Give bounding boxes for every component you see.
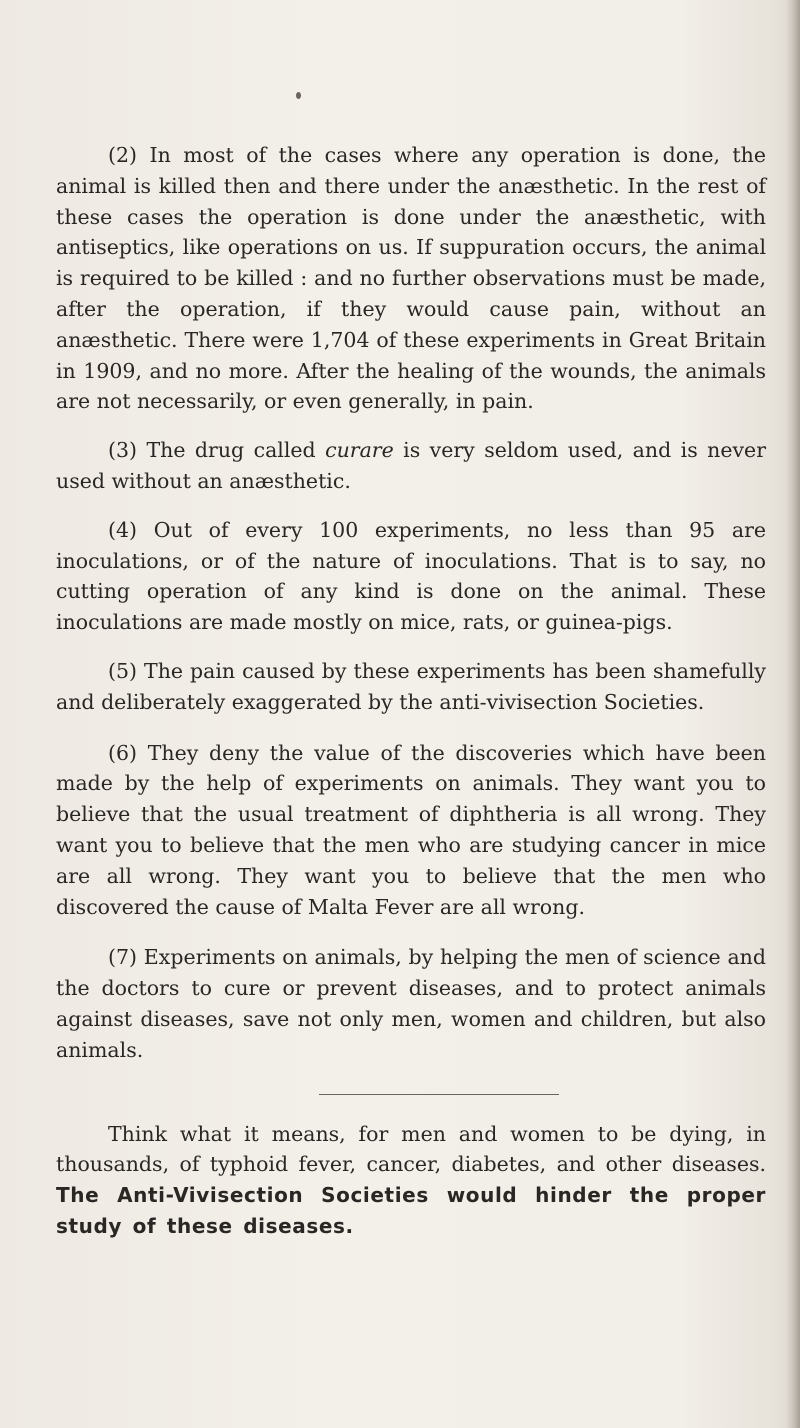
document-body xyxy=(56,140,766,1242)
page-edge-shadow xyxy=(786,0,800,1428)
paragraph-3-end: is very seldom used, and is never used without an anæsthetic. xyxy=(56,438,766,493)
paragraph-7: (7) Experiments on animals, by helping the men of science and the doctors to cure or prevent diseases, and to protect animals against diseases, save not only men, women and children, but also animals. xyxy=(56,945,766,1062)
paragraph-5: (5) The pain caused by these experiments has been shamefully and deliberately exaggerated by the anti-vivisection Societies. xyxy=(56,658,766,714)
paragraph-3 xyxy=(56,435,766,497)
paragraph-3-italic: curare xyxy=(325,438,394,463)
paragraph-3-start: (3) The drug called xyxy=(108,438,326,463)
closing-paragraph xyxy=(56,1119,766,1242)
paragraph-6: (6) They deny the value of the discoveries which have been made by the help of experiments on animals. They want you to believe that the usual treatment of diphtheria is all wrong. They want you to believe that the men who are studying cancer in mice are all wrong. They want you to believe that the men who discovered the cause of Malta Fever are all wrong. xyxy=(56,740,766,919)
ink-speck xyxy=(296,92,301,99)
paragraph-4: (4) Out of every 100 experiments, no less than 95 are inoculations, or of the nature of inoculations. That is to say, no cutting operation of any kind is done on the animal. These inoculations are made mostly on mice, rats, or guinea-pigs. xyxy=(56,517,766,635)
paragraph-2: (2) In most of the cases where any operation is done, the animal is killed then and there under the anæsthetic. In the rest of these cases the operation is done under the anæsthetic, with antiseptics, like operations on us. If suppuration occurs, the animal is required to be killed : and no further observations must be made, after the operation, if they would cause pain, without an anæsthetic. There were 1,704 of these experiments in Great Britain in 1909, and no more. After the healing of the wounds, the animals are not necessarily, or even generally, in pain. xyxy=(56,143,766,414)
section-divider xyxy=(319,1094,559,1095)
closing-regular-text: Think what it means, for men and women to be dying, in thousands, of typhoid fever, cancer, diabetes, and other diseases. xyxy=(56,1121,766,1177)
closing-bold-text: The Anti-Vivisection Societies would hinder the proper study of these diseases. xyxy=(56,1183,766,1238)
